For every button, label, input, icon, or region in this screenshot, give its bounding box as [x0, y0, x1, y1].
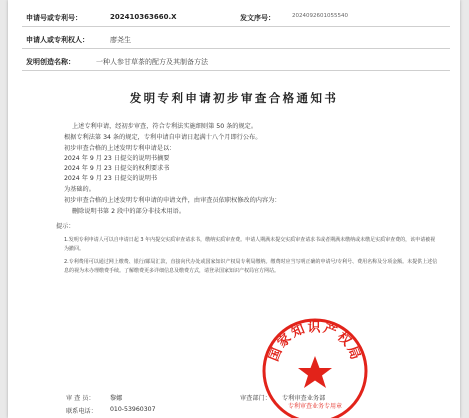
- note-item: 2.专利费用可以通过网上缴费、银行/邮局汇款，直接向代办处或国家知识产权局专利局缴纳。缴费时应当写明正确的申请号/专利号、费用名称及分项金额。未提供上述信息的视为未办理缴费手续。了解缴费更多详细信息及缴费方式，请登录国家知识产权局官方网站。: [64, 259, 438, 274]
- invention-name-label: 发明创造名称：: [26, 58, 75, 66]
- invention-name-value: 一种人参甘草茶的配方及其制备方法: [96, 58, 208, 66]
- notice-page: [8, 0, 460, 418]
- application-number-label: 申请号或专利号：: [26, 14, 82, 22]
- notice-title: 发明专利申请初步审查合格通知书: [129, 91, 339, 105]
- svg-text:国家知识产权局: [266, 319, 363, 363]
- official-seal: [260, 316, 370, 418]
- examiner-label: 审 查 员：: [66, 395, 95, 402]
- body-line: 删除说明书第 2 段中的部分非技术用语。: [72, 208, 186, 215]
- notes-section: [64, 236, 438, 276]
- header-row-invention: [22, 48, 450, 71]
- body-line: 根据专利法第 34 条的规定，专利申请自申请日起满十八个月即行公布。: [64, 134, 262, 141]
- applicant-label: 申请人或专利权人：: [26, 36, 89, 44]
- body-line: 上述专利申请，经初步审查，符合专利法实施细则第 50 条的规定。: [72, 123, 258, 130]
- department-value: 专利审查业务部: [282, 395, 326, 402]
- body-line: 2024 年 9 月 23 日提交的权利要求书: [64, 165, 170, 172]
- body-line: 2024 年 9 月 23 日提交的说明书: [64, 175, 158, 182]
- applicant-value: 廖尧生: [110, 36, 131, 44]
- application-number-value: 202410363660.X: [110, 13, 177, 21]
- phone-label: 联系电话：: [66, 408, 97, 415]
- body-line: 初步审查合格的上述发明专利申请是以：: [64, 145, 176, 152]
- document-number-label: 发文序号：: [240, 14, 275, 22]
- notes-label: 提示：: [56, 223, 75, 230]
- body-line: 2024 年 9 月 23 日提交的说明书摘要: [64, 155, 170, 162]
- department-label: 审查部门：: [240, 395, 271, 402]
- phone-value: 010-53960307: [110, 406, 156, 413]
- examiner-value: 黎娜: [110, 395, 123, 402]
- header-row-application: [22, 4, 450, 27]
- seal-text: 国家知识产权局: [266, 320, 364, 364]
- body-line: 为基础的。: [64, 186, 95, 193]
- header-row-applicant: [22, 26, 450, 49]
- note-item: 1.发明专利申请人可以自申请日起 3 年内提交实质审查请求书，缴纳实质审查费。申请人期满未提交实质审查请求书或者期满未缴纳或未缴足实质审查费的，该申请被视为撤回。: [64, 237, 436, 252]
- star-icon: [298, 356, 332, 388]
- document-number-value: 2024092601055540: [292, 13, 348, 19]
- body-line: 初步审查合格的上述发明专利申请的申请文件，由审查员依职权修改的内容为：: [64, 197, 281, 204]
- seal-subtext: 专利审查业务专用章: [287, 403, 343, 410]
